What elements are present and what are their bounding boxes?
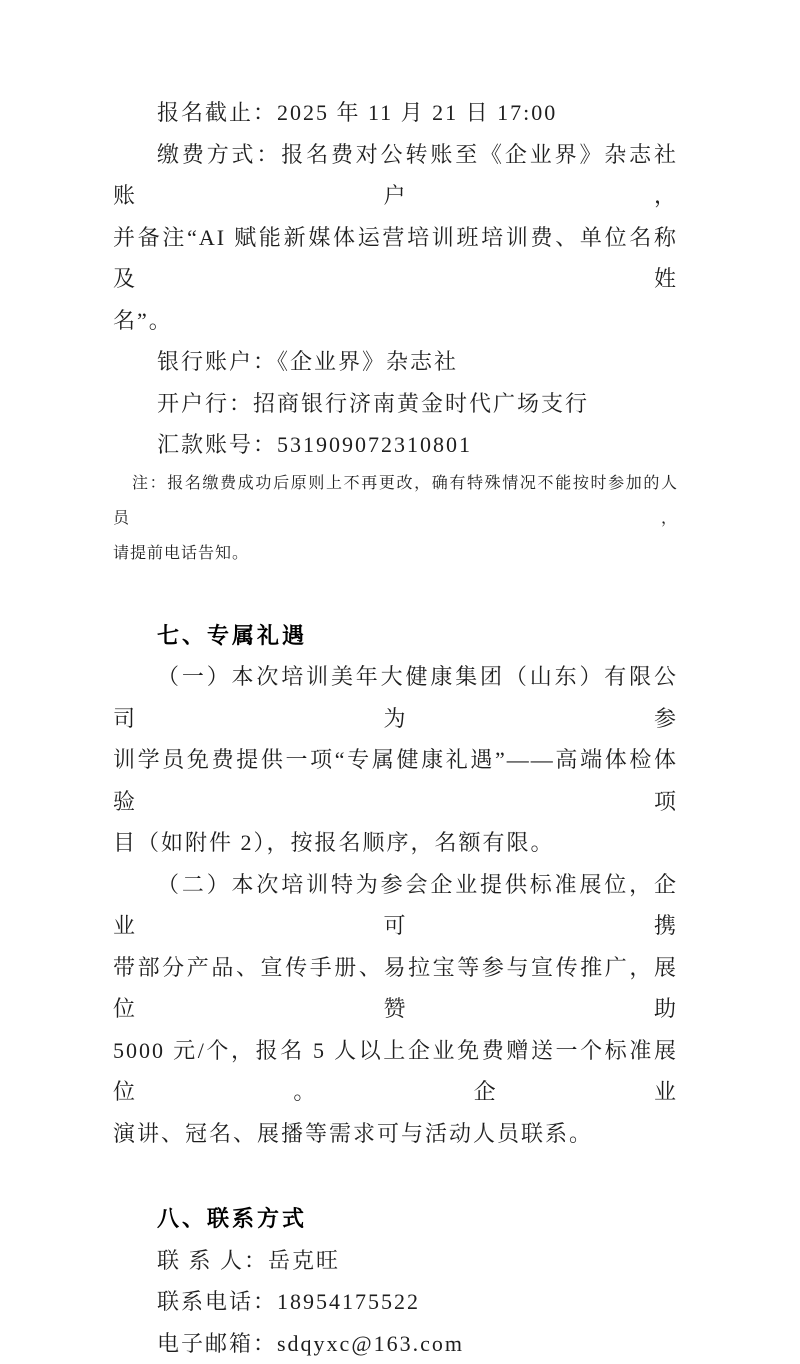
paragraph-note — [113, 466, 678, 571]
body-text-line: 5000 元/个，报名 5 人以上企业免费赠送一个标准展位。企业 — [113, 1030, 678, 1113]
body-text-line: （一）本次培训美年大健康集团（山东）有限公司为参 — [113, 656, 678, 739]
paragraph-deadline — [113, 92, 678, 134]
paragraph-contact-phone — [113, 1281, 678, 1323]
body-text-line: 名”。 — [113, 300, 678, 342]
paragraph-bank-branch — [113, 383, 678, 425]
body-text-line: 缴费方式：报名费对公转账至《企业界》杂志社账户， — [113, 134, 678, 217]
body-text-line: 并备注“AI 赋能新媒体运营培训班培训费、单位名称及姓 — [113, 217, 678, 300]
body-text-line: （二）本次培训特为参会企业提供标准展位，企业可携 — [113, 864, 678, 947]
section-heading-8-contact-info — [113, 1198, 678, 1240]
body-text-line: 开户行：招商银行济南黄金时代广场支行 — [113, 383, 678, 425]
body-text-line: 联 系 人：岳克旺 — [113, 1240, 678, 1282]
section-heading-7-exclusive-benefits — [113, 615, 678, 657]
body-text-line: 电子邮箱：sdqyxc@163.com — [113, 1323, 678, 1364]
paragraph-payment-method — [113, 134, 678, 342]
paragraph-remittance-account — [113, 424, 678, 466]
body-text-line: 报名截止：2025 年 11 月 21 日 17:00 — [113, 92, 678, 134]
heading-text-line: 八、联系方式 — [113, 1198, 678, 1240]
body-text-line: 银行账户：《企业界》杂志社 — [113, 341, 678, 383]
heading-text-line: 七、专属礼遇 — [113, 615, 678, 657]
paragraph-benefit-1 — [113, 656, 678, 864]
paragraph-contact-email — [113, 1323, 678, 1364]
body-text-line: 训学员免费提供一项“专属健康礼遇”——高端体检体验项 — [113, 739, 678, 822]
body-text-line: 汇款账号：531909072310801 — [113, 424, 678, 466]
document-body — [113, 92, 678, 1364]
body-text-line: 演讲、冠名、展播等需求可与活动人员联系。 — [113, 1113, 678, 1155]
paragraph-benefit-2 — [113, 864, 678, 1155]
body-text-line: 联系电话：18954175522 — [113, 1281, 678, 1323]
paragraph-contact-person — [113, 1240, 678, 1282]
body-text-line: 目（如附件 2），按报名顺序，名额有限。 — [113, 822, 678, 864]
paragraph-bank-account-name — [113, 341, 678, 383]
note-text-line: 请提前电话告知。 — [113, 536, 678, 571]
note-text-line: 注：报名缴费成功后原则上不再更改，确有特殊情况不能按时参加的人员， — [113, 466, 678, 536]
body-text-line: 带部分产品、宣传手册、易拉宝等参与宣传推广，展位赞助 — [113, 947, 678, 1030]
